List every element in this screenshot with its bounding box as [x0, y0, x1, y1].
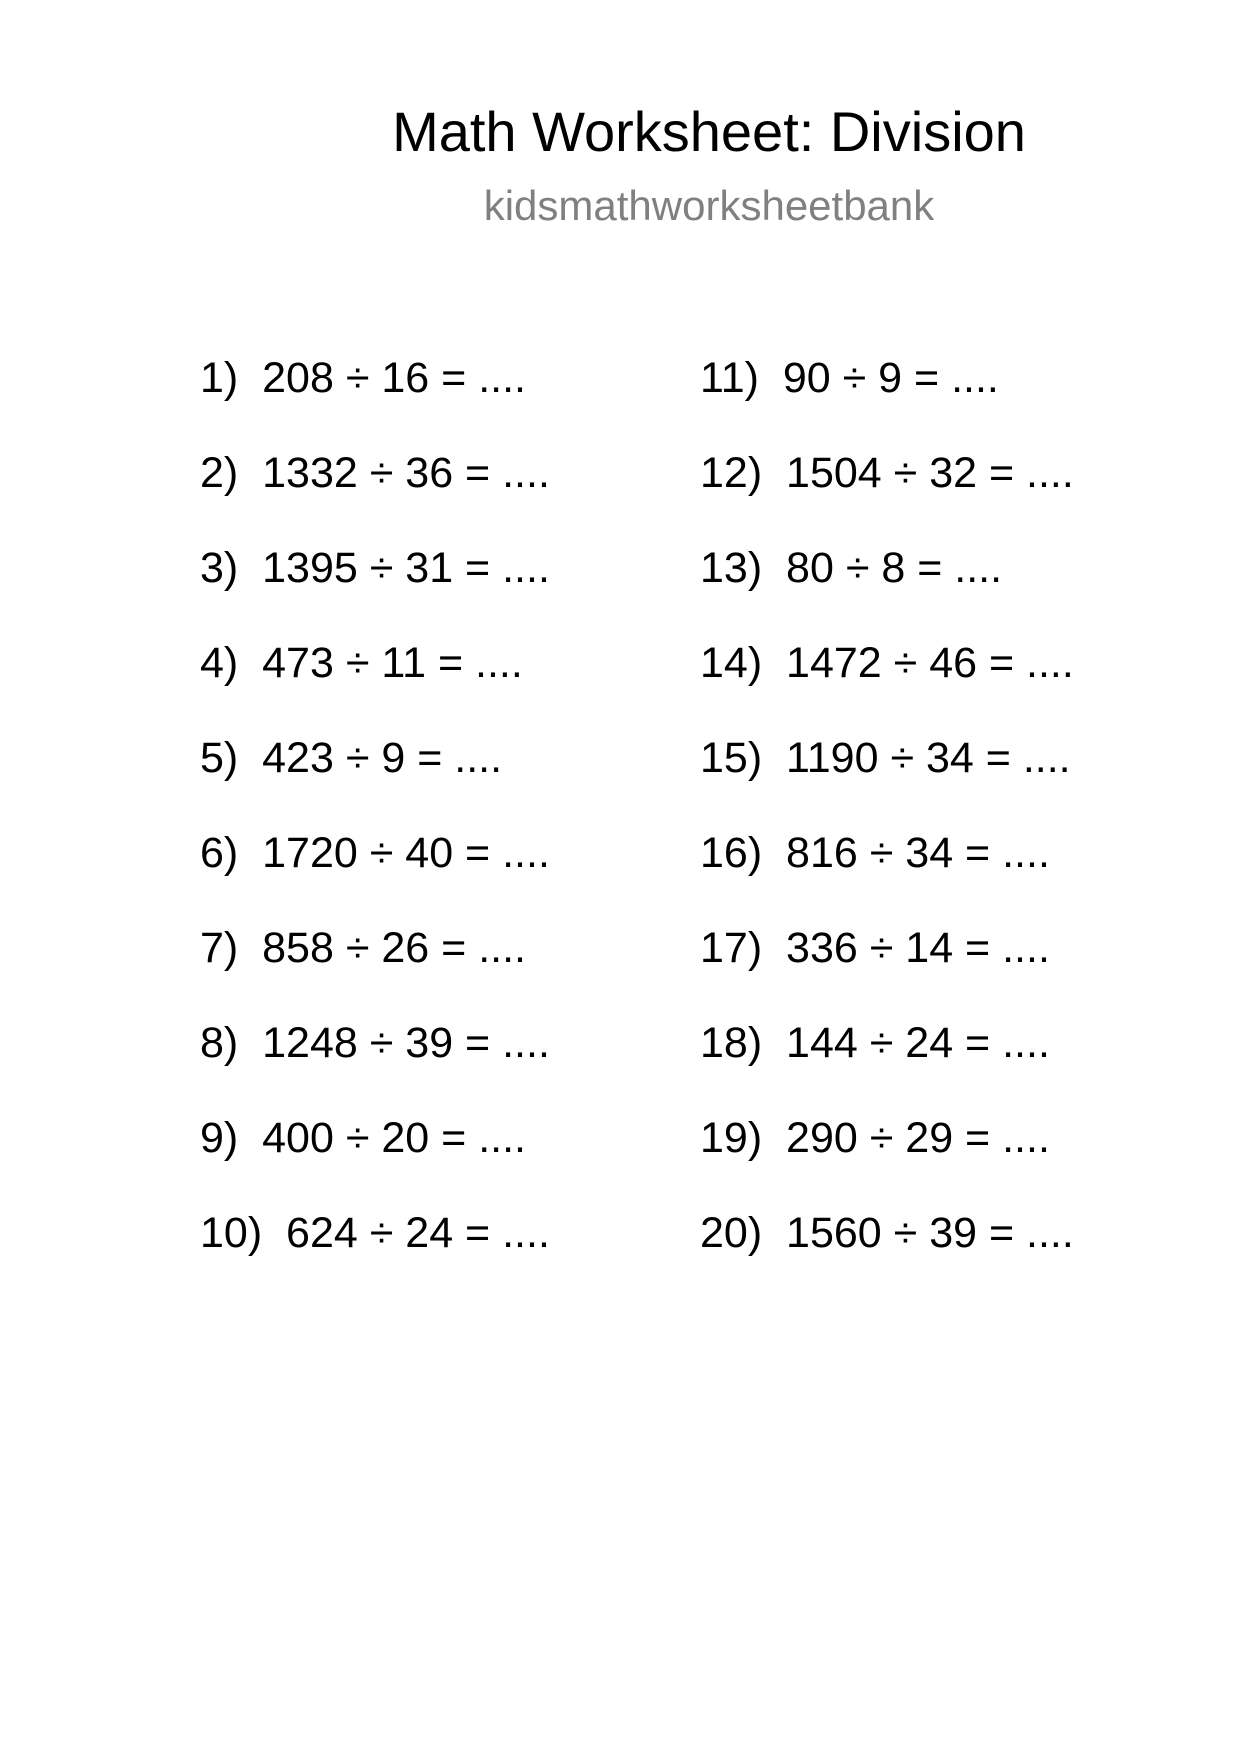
- problem-15: 15) 1190 ÷ 34 = ....: [700, 734, 1071, 782]
- problem-3: 3) 1395 ÷ 31 = ....: [200, 544, 550, 592]
- problem-20: 20) 1560 ÷ 39 = ....: [700, 1209, 1074, 1257]
- problem-8: 8) 1248 ÷ 39 = ....: [200, 1019, 550, 1067]
- problem-column-right: [700, 352, 1074, 1302]
- problem-19: 19) 290 ÷ 29 = ....: [700, 1114, 1050, 1162]
- problem-13: 13) 80 ÷ 8 = ....: [700, 544, 1003, 592]
- problem-14: 14) 1472 ÷ 46 = ....: [700, 639, 1074, 687]
- problem-17: 17) 336 ÷ 14 = ....: [700, 924, 1050, 972]
- problem-10: 10) 624 ÷ 24 = ....: [200, 1209, 550, 1257]
- problem-16: 16) 816 ÷ 34 = ....: [700, 829, 1050, 877]
- problem-1: 1) 208 ÷ 16 = ....: [200, 354, 526, 402]
- problem-11: 11) 90 ÷ 9 = ....: [700, 354, 999, 402]
- problem-5: 5) 423 ÷ 9 = ....: [200, 734, 503, 782]
- problem-9: 9) 400 ÷ 20 = ....: [200, 1114, 526, 1162]
- problem-column-left: [200, 352, 550, 1302]
- page-title: Math Worksheet: Division: [392, 100, 1026, 163]
- problem-18: 18) 144 ÷ 24 = ....: [700, 1019, 1050, 1067]
- problem-6: 6) 1720 ÷ 40 = ....: [200, 829, 550, 877]
- problem-7: 7) 858 ÷ 26 = ....: [200, 924, 526, 972]
- page-subtitle: kidsmathworksheetbank: [483, 182, 935, 229]
- problem-12: 12) 1504 ÷ 32 = ....: [700, 449, 1074, 497]
- problem-4: 4) 473 ÷ 11 = ....: [200, 639, 523, 687]
- problem-2: 2) 1332 ÷ 36 = ....: [200, 449, 550, 497]
